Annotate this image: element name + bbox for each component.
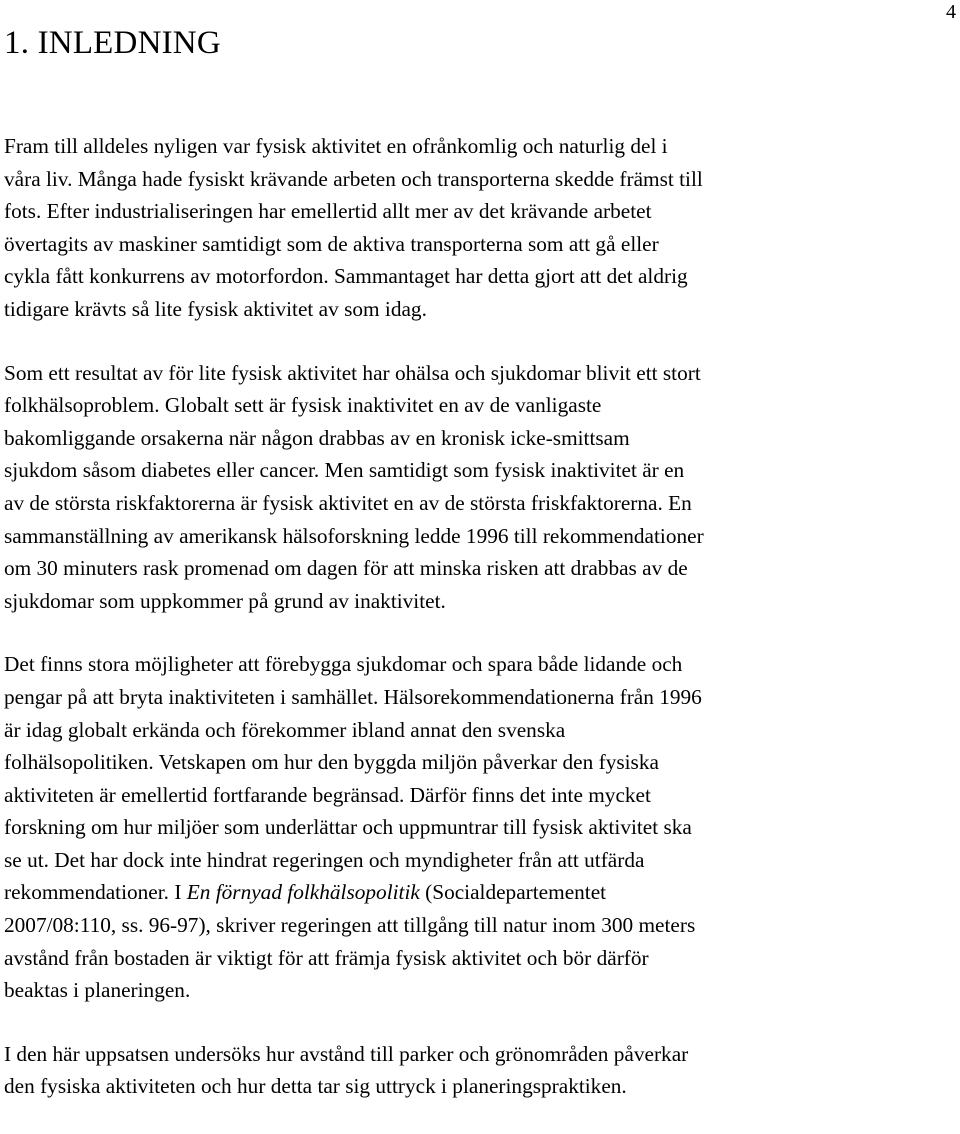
text-line: pengar på att bryta inaktiviteten i samhället. Hälsorekommendationerna från 1996 bbox=[4, 684, 702, 709]
text-line: den fysiska aktiviteten och hur detta tar sig uttryck i planeringspraktiken. bbox=[4, 1074, 627, 1099]
text-line: sammanställning av amerikansk hälsoforskning ledde 1996 till rekommendationer bbox=[4, 523, 704, 548]
text-line: tidigare krävts så lite fysisk aktivitet av som idag. bbox=[4, 296, 427, 321]
paragraph-2 bbox=[4, 357, 956, 618]
text-fragment: (Socialdepartementet bbox=[419, 880, 607, 905]
text-line: se ut. Det har dock inte hindrat regeringen och myndigheter från att utfärda bbox=[4, 847, 645, 872]
text-line: våra liv. Många hade fysiskt krävande arbeten och transporterna skedde främst till bbox=[4, 166, 703, 191]
text-line: Fram till alldeles nyligen var fysisk aktivitet en ofrånkomlig och naturlig del i bbox=[4, 134, 668, 158]
text-line: cykla fått konkurrens av motorfordon. Sammantaget har detta gjort att det aldrig bbox=[4, 264, 688, 289]
text-line: Det finns stora möjligheter att förebygga sjukdomar och spara både lidande och bbox=[4, 652, 683, 677]
body-text bbox=[4, 130, 956, 1134]
text-fragment: rekommendationer. I bbox=[4, 880, 187, 905]
text-line: beaktas i planeringen. bbox=[4, 978, 191, 1003]
text-line: folkhälsoproblem. Globalt sett är fysisk inaktivitet en av de vanligaste bbox=[4, 393, 602, 418]
paragraph-1 bbox=[4, 130, 956, 326]
text-line: I den här uppsatsen undersöks hur avstånd till parker och grönområden påverkar bbox=[4, 1041, 689, 1066]
text-line: sjukdomar som uppkommer på grund av inaktivitet. bbox=[4, 588, 446, 613]
text-line: folhälsopolitiken. Vetskapen om hur den byggda miljön påverkar den fysiska bbox=[4, 750, 659, 775]
text-line-with-citation bbox=[4, 876, 956, 909]
text-line: av de största riskfaktorerna är fysisk aktivitet en av de största friskfaktorerna. En bbox=[4, 490, 692, 515]
cited-title: En förnyad folkhälsopolitik bbox=[186, 880, 420, 905]
text-line: om 30 minuters rask promenad om dagen för att minska risken att drabbas av de bbox=[4, 556, 688, 581]
text-line: aktiviteten är emellertid fortfarande begränsad. Därför finns det inte mycket bbox=[4, 782, 651, 807]
paragraph-3 bbox=[4, 648, 956, 1007]
page-number: 4 bbox=[946, 1, 956, 23]
text-line: sjukdom såsom diabetes eller cancer. Men samtidigt som fysisk inaktivitet är en bbox=[4, 458, 685, 483]
text-line: avstånd från bostaden är viktigt för att främja fysisk aktivitet och bör därför bbox=[4, 945, 649, 970]
paragraph-4 bbox=[4, 1038, 956, 1103]
text-line: 2007/08:110, ss. 96-97), skriver regeringen att tillgång till natur inom 300 meters bbox=[4, 913, 696, 938]
text-line: fots. Efter industrialiseringen har emellertid allt mer av det krävande arbetet bbox=[4, 199, 652, 224]
text-line: bakomliggande orsakerna när någon drabbas av en kronisk icke-smittsam bbox=[4, 425, 630, 450]
chapter-heading: 1. INLEDNING bbox=[4, 25, 221, 61]
text-line: forskning om hur miljöer som underlättar och uppmuntrar till fysisk aktivitet ska bbox=[4, 815, 692, 840]
text-line: är idag globalt erkända och förekommer ibland annat den svenska bbox=[4, 717, 566, 742]
text-line: Som ett resultat av för lite fysisk aktivitet har ohälsa och sjukdomar blivit ett stort bbox=[4, 360, 701, 385]
text-line: övertagits av maskiner samtidigt som de aktiva transporterna som att gå eller bbox=[4, 231, 659, 256]
